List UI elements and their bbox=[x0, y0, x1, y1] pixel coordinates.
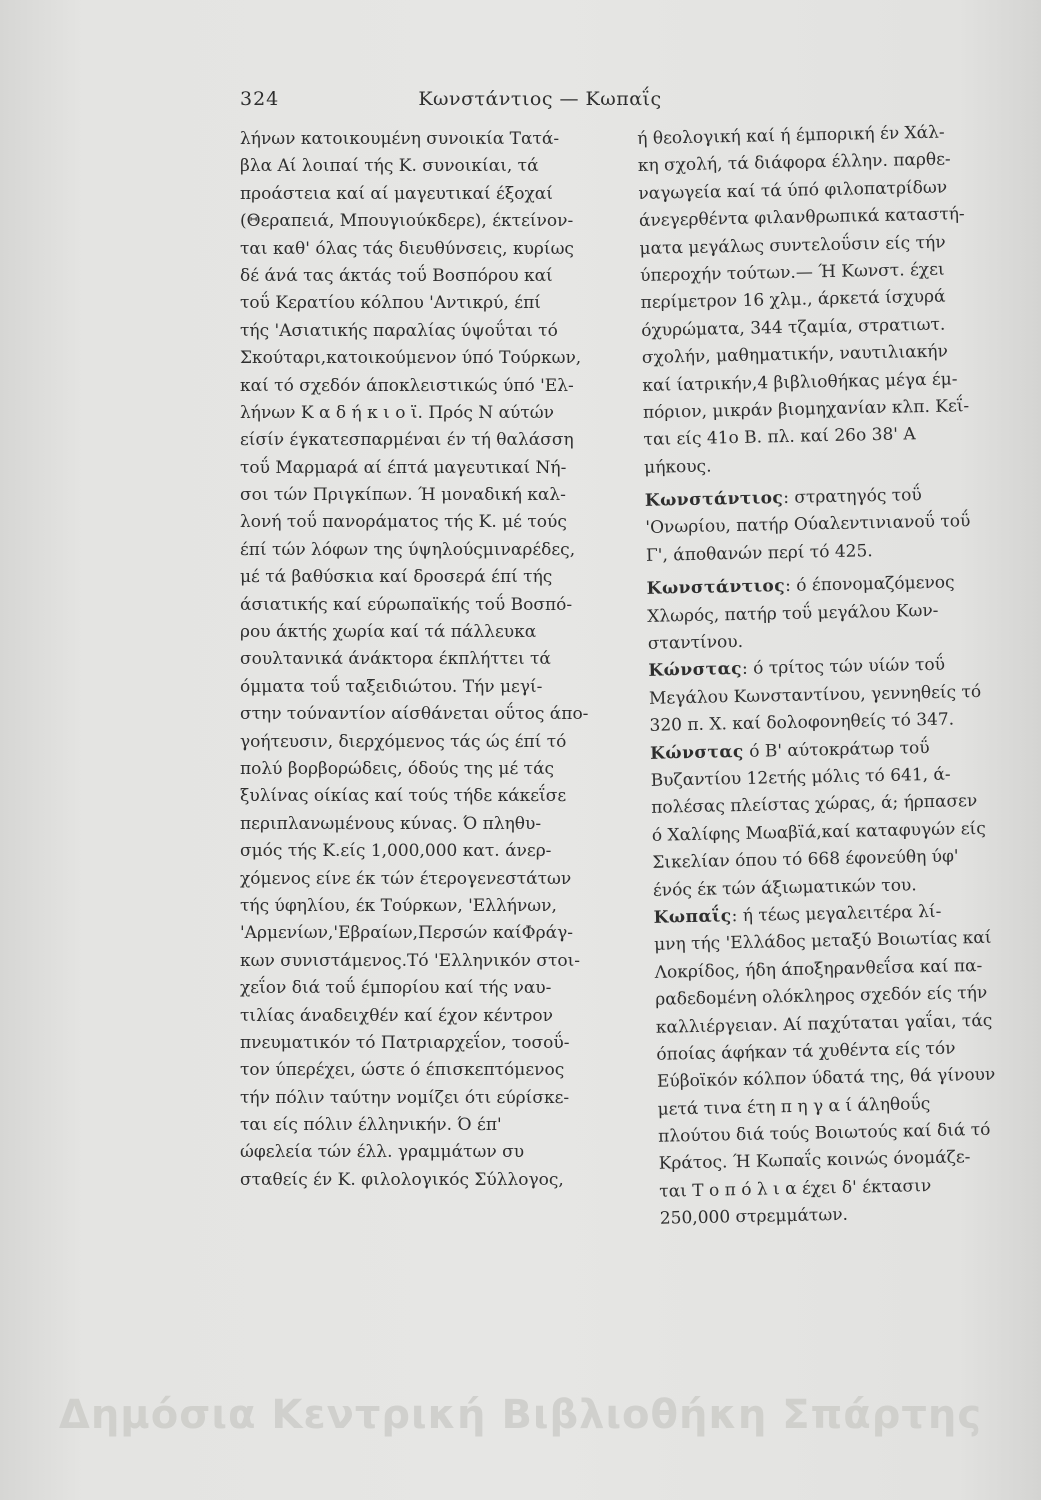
library-watermark: Δημόσια Κεντρική Βιβλιοθήκη Σπάρτης bbox=[58, 1392, 983, 1438]
text-line: τιλίας άναδειχθέν καί έχον κέντρον bbox=[240, 1005, 553, 1026]
text-line: ξυλίνας οίκίας καί τούς τήδε κάκεΐσε bbox=[240, 786, 567, 807]
text-line: όμματα τοΰ ταξειδιώτου. Τήν μεγί- bbox=[240, 676, 543, 697]
text-line: Χλωρός, πατήρ τοΰ μεγάλου Κων- bbox=[647, 600, 939, 627]
text-line: σταθείς έν Κ. φιλολογικός Σύλλογος, bbox=[240, 1169, 564, 1190]
text-line: ό Χαλίφης Μωαβϊά,καί καταφυγών είς bbox=[651, 818, 986, 846]
entry-text: ό τρίτος τών υίών τοΰ bbox=[753, 655, 946, 680]
text-line: 'Αρμενίων,'Εβραίων,Περσών καίΦράγ- bbox=[240, 923, 573, 944]
text-line: ναγωγεία καί τά ύπό φιλοπατρίδων bbox=[638, 177, 948, 204]
text-line: σοι τών Πριγκίπων. Ή μοναδική καλ- bbox=[240, 485, 566, 506]
right-column bbox=[637, 119, 1010, 1234]
entry-first-line: Κωπαΐς: ή τέως μεγαλειτέρα λί- bbox=[653, 901, 942, 928]
text-line: τήν πόλιν ταύτην νομίζει ότι εύρίσκε- bbox=[240, 1087, 570, 1108]
entry-headword: Κωνστάντιος bbox=[644, 488, 784, 511]
text-line: ται είς πόλιν έλληνικήν. Ό έπ' bbox=[240, 1115, 502, 1136]
text-line: λονή τοΰ πανοράματος τής Κ. μέ τούς bbox=[240, 512, 567, 533]
text-line: μέ τά βαθύσκια καί δροσερά έπί τής bbox=[240, 567, 553, 588]
entry-first-line: Κωνστάντιος: στρατηγός τοΰ bbox=[644, 485, 922, 511]
text-line: μήκους. bbox=[643, 456, 712, 478]
text-line: σουλτανικά άνάκτορα έκπλήττει τά bbox=[240, 649, 551, 670]
text-line: ρου άκτής χωρία καί τά πάλλευκα bbox=[240, 622, 537, 643]
entry-first-line: Κωνστάντιος: ό έπονομαζόμενος bbox=[646, 572, 955, 600]
text-line: πνευματικόν τό Πατριαρχεΐον, τοσοΰ- bbox=[240, 1032, 570, 1053]
text-line: Κράτος. Ή Κωπαΐς κοινώς όνομάζε- bbox=[658, 1147, 971, 1175]
text-line: ται είς 41ο Β. πλ. καί 26ο 38' Α bbox=[643, 424, 916, 451]
text-line: ματα μεγάλως συντελοΰσιν είς τήν bbox=[639, 232, 946, 259]
entry-text: ό έπονομαζόμενος bbox=[796, 572, 955, 597]
text-line: άσιατικής καί εύρωπαϊκής τοΰ Βοσπό- bbox=[240, 594, 573, 615]
page-number: 324 bbox=[240, 88, 280, 110]
text-line: άνεγερθέντα φιλανθρωπικά καταστή- bbox=[638, 204, 965, 232]
text-line: ραδεδομένη ολόκληρος σχεδόν είς τήν bbox=[655, 982, 988, 1010]
text-line: μνη τής 'Ελλάδος μεταξύ Βοιωτίας καί bbox=[653, 928, 992, 956]
text-line: κη σχολή, τά διάφορα έλλην. παρθε- bbox=[637, 149, 951, 177]
text-line: 'Ονωρίου, πατήρ Ούαλεντινιανοΰ τοΰ bbox=[645, 511, 971, 539]
entry-headword: Κωνστάντιος bbox=[646, 576, 786, 600]
text-line: Βυζαντίου 12ετής μόλις τό 641, ά- bbox=[650, 764, 951, 791]
entry-first-line: Κώνστας: ό τρίτος τών υίών τοΰ bbox=[648, 655, 946, 682]
entry-text: ή τέως μεγαλειτέρα λί- bbox=[742, 901, 942, 926]
text-line: τοΰ Μαρμαρά αί έπτά μαγευτικαί Νή- bbox=[240, 457, 567, 478]
entry-text: ό Β' αύτοκράτωρ τοΰ bbox=[748, 737, 930, 762]
text-line: σμός τής Κ.είς 1,000,000 κατ. άνερ- bbox=[240, 841, 552, 862]
text-line: ένός έκ τών άξιωματικών του. bbox=[652, 874, 917, 901]
text-line: (Θεραπειά, Μπουγιούκδερε), έκτείνον- bbox=[240, 211, 574, 232]
left-column bbox=[240, 126, 612, 1194]
text-line: μετά τινα έτη π η γ α ί άληθοΰς bbox=[657, 1093, 931, 1120]
page-header bbox=[240, 88, 800, 118]
text-line: Σικελίαν όπου τό 668 έφονεύθη ύφ' bbox=[652, 846, 959, 873]
text-line: λήνων κατοικουμένη συνοικία Τατά- bbox=[240, 129, 560, 149]
text-line: περίμετρον 16 χλμ., άρκετά ίσχυρά bbox=[640, 286, 946, 314]
running-head: Κωνστάντιος — Κωπαΐς bbox=[418, 88, 662, 110]
text-line: καλλιέργειαν. Αί παχύταται γαΐαι, τάς bbox=[655, 1010, 993, 1038]
text-line: πολύ βορβορώδεις, όδούς της μέ τάς bbox=[240, 758, 555, 779]
text-line: Σκούταρι,κατοικούμενον ύπό Τούρκων, bbox=[240, 348, 582, 369]
text-line: πόριον, μικράν βιομηχανίαν κλπ. Κεΐ- bbox=[642, 396, 970, 423]
text-line: ώφελεία τών έλλ. γραμμάτων συ bbox=[240, 1142, 525, 1163]
text-line: γοήτευσιν, διερχόμενος τάς ώς έπί τό bbox=[240, 731, 567, 752]
text-line: Μεγάλου Κωνσταντίνου, γεννηθείς τό bbox=[648, 681, 982, 709]
text-line: καί τό σχεδόν άποκλειστικώς ύπό 'Ελ- bbox=[240, 375, 574, 396]
text-line: ύπεροχήν τούτων.— Ή Κωνστ. έχει bbox=[639, 259, 945, 286]
text-line: ται καθ' όλας τάς διευθύνσεις, κυρίως bbox=[240, 238, 574, 259]
text-line: τής 'Ασιατικής παραλίας ύψοΰται τό bbox=[240, 320, 558, 341]
text-line: ται Τ ο π ό λ ι α έχει δ' έκτασιν bbox=[659, 1175, 932, 1202]
text-line: τον ύπερέχει, ώστε ό έπισκεπτόμενος bbox=[240, 1060, 565, 1081]
text-line: τοΰ Κερατίου κόλπου 'Αντικρύ, έπί bbox=[240, 293, 541, 314]
text-line: λήνων Κ α δ ή κ ι ο ϊ. Πρός Ν αύτών bbox=[240, 402, 554, 423]
text-line: όχυρώματα, 344 τζαμία, στρατιωτ. bbox=[641, 314, 946, 341]
text-line: κων συνιστάμενος.Τό 'Ελληνικόν στοι- bbox=[240, 950, 581, 971]
entry-text: στρατηγός τοΰ bbox=[794, 485, 922, 508]
text-line: 250,000 στρεμμάτων. bbox=[659, 1205, 849, 1229]
text-line: Εύβοϊκόν κόλπον ύδατά της, θά γίνουν bbox=[656, 1064, 996, 1093]
text-line: ή θεολογική καί ή έμπορική έν Χάλ- bbox=[637, 122, 945, 149]
text-line: προάστεια καί αί μαγευτικαί έξοχαί bbox=[240, 183, 553, 204]
text-line: καί ίατρικήν,4 βιβλιοθήκας μέγα έμ- bbox=[642, 368, 958, 396]
text-line: έπί τών λόφων της ύψηλούςμιναρέδες, bbox=[240, 539, 576, 560]
entry-headword: Κώνστας bbox=[648, 659, 743, 682]
text-line: περιπλανωμένους κύνας. Ό πληθυ- bbox=[240, 813, 542, 834]
text-line: τής ύφηλίου, έκ Τούρκων, 'Ελλήνων, bbox=[240, 895, 557, 916]
entry-headword: Κωπαΐς bbox=[653, 906, 732, 928]
text-line: σχολήν, μαθηματικήν, ναυτιλιακήν bbox=[641, 341, 949, 369]
text-line: δέ άνά τας άκτάς τοΰ Βοσπόρου καί bbox=[240, 265, 553, 286]
text-line: 320 π. Χ. καί δολοφονηθείς τό 347. bbox=[649, 709, 955, 737]
text-line: στην τούναντίον αίσθάνεται οΰτος άπο- bbox=[240, 704, 589, 725]
text-line: χεΐον διά τοΰ έμπορίου καί τής ναυ- bbox=[240, 978, 552, 999]
text-line: βλα Αί λοιπαί τής Κ. συνοικίαι, τά bbox=[240, 156, 539, 177]
text-line: πλούτου διά τούς Βοιωτούς καί διά τό bbox=[657, 1119, 991, 1147]
text-line: σταντίνου. bbox=[647, 631, 744, 654]
text-line: Γ', άποθανών περί τό 425. bbox=[645, 541, 873, 566]
entry-headword: Κώνστας bbox=[649, 741, 745, 764]
text-line: όποίας άφήκαν τά χυθέντα είς τόν bbox=[656, 1038, 956, 1065]
text-line: είσίν έγκατεσπαρμέναι έν τή θαλάσση bbox=[240, 430, 574, 451]
text-line: χόμενος είνε έκ τών έτερογενεστάτων bbox=[240, 868, 572, 889]
text-line: πολέσας πλείστας χώρας, ά; ήρπασεν bbox=[651, 791, 978, 819]
text-line: Λοκρίδος, ήδη άποξηρανθεΐσα καί πα- bbox=[654, 955, 983, 983]
